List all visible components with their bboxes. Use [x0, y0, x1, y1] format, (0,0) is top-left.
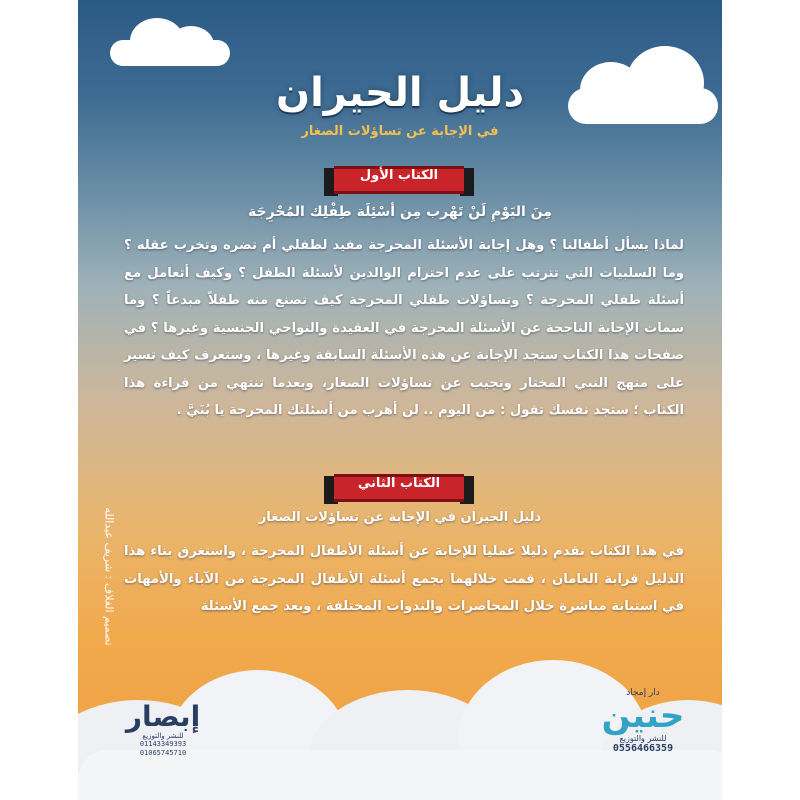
publisher-ibsar-logo [108, 702, 218, 782]
publisher-ibsar-phone-1: 01143349393 [139, 740, 187, 748]
publisher-ibsar-name: إبصار [125, 700, 201, 733]
book2-body: في هذا الكتاب نقدم دليلا عمليا للإجابة عن أسئلة الأطفال المحرجة ، واستغرق بناء هذا الدليل قرابة العامان ، قمت خلالهما بجمع أسئلة الأطفال المحرجة من الآباء والأمهات في استبانة مباشرة خلال المحاضرات والندوات المختلفة ، وبعد جمع الأسئلة [124, 544, 684, 614]
publisher-haneen-tagline: للنشر والتوزيع [619, 734, 667, 743]
publisher-haneen-phone: 0556466359 [612, 743, 674, 754]
book2-ribbon [324, 474, 474, 502]
cover-subtitle: في الإجابة عن تساؤلات الصغار [301, 124, 499, 139]
cover-design-credit: تصميم الغلاف : شريف عبدالله [102, 507, 116, 646]
book1-ribbon-label: الكتاب الأول [359, 168, 439, 183]
cover-title: دليل الحيران [275, 70, 525, 116]
book1-heading: مِنَ اليَوْمِ لَنْ تَهْرب مِن أسْئِلَة طِفْلِك المُحْرِجَة [248, 204, 552, 220]
publisher-haneen-name: حنين [601, 696, 685, 736]
book2-ribbon-label: الكتاب الثاني [357, 476, 441, 491]
publisher-ibsar-tagline: للنشر والتوزيع [142, 732, 184, 740]
publisher-haneen-logo [588, 688, 698, 778]
publisher-haneen-pre: دار إمجاد [626, 688, 660, 698]
cloud-top-left [110, 40, 230, 66]
book1-body: لماذا يسأل أطفالنا ؟ وهل إجابة الأسئلة المحرجة مفيد لطفلي أم تضره وتخرب عقله ؟ وما السلبيات التي تترتب على عدم احترام الوالدين لأسئلة الطفل ؟ وكيف أتعامل مع أسئلة طفلي المحرجة ؟ وتساؤلات طفلي المحرجة كيف تصنع منه طفلاً مبدعاً ؟ وما سمات الإجابة الناجحة عن الأسئلة المحرجة في العقيدة والنواحي الجنسية وغيرها ؟ في صفحات هذا الكتاب ستجد الإجابة عن هذه الأسئلة السابقة وغيرها ، وستعرف كيف تسير على منهج النبي المختار وتجيب عن تساؤلات الصغار، وبعدما تنتهي من قراءة هذا الكتاب ؛ ستجد نفسك تقول : من اليوم .. لن أهرب من أسئلتك المحرجة يا بُنَيَّ . [124, 238, 684, 418]
publisher-ibsar-phone-2: 01065745710 [139, 749, 187, 757]
book2-heading: دليل الحيران في الإجابة عن تساؤلات الصغار [258, 510, 542, 525]
book1-ribbon [324, 166, 474, 194]
book-cover [78, 0, 722, 800]
